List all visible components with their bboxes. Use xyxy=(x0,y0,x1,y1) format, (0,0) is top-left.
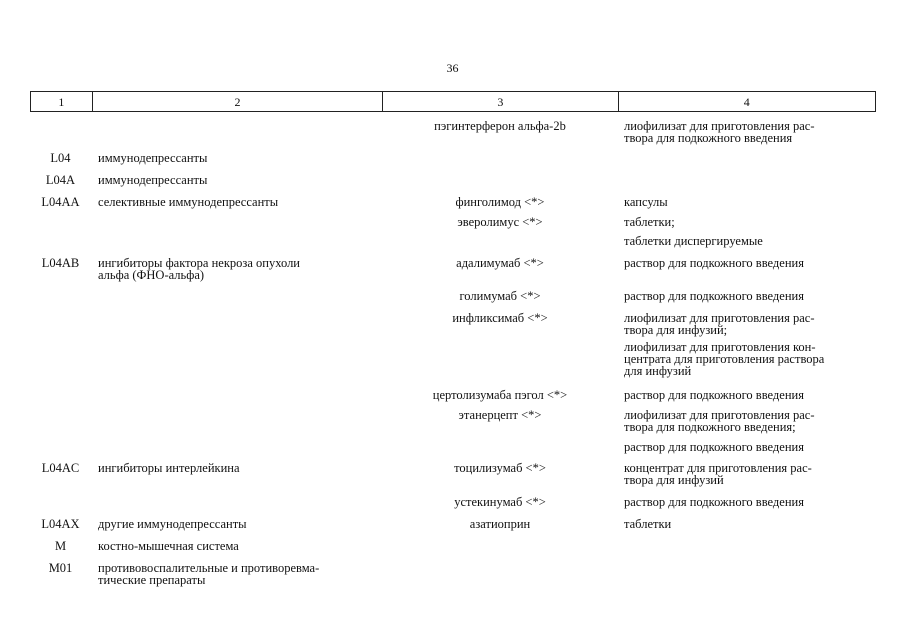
drug-name xyxy=(382,441,618,453)
anatomical-group xyxy=(91,290,382,302)
table-row xyxy=(30,441,876,453)
anatomical-group xyxy=(91,518,382,530)
atc-code xyxy=(30,120,91,144)
header-col-2: 2 xyxy=(92,92,382,111)
dosage-form xyxy=(618,196,876,208)
table-row xyxy=(30,389,876,401)
page-number: 36 xyxy=(446,61,459,75)
anatomical-group xyxy=(91,216,382,228)
form-line: твора для инфузий; xyxy=(624,323,728,337)
atc-code: M01 xyxy=(48,561,73,575)
dosage-form xyxy=(618,496,876,508)
dosage-form xyxy=(618,216,876,228)
form-line: лиофилизат для приготовления рас- xyxy=(624,119,815,133)
anatomical-group xyxy=(91,562,382,586)
atc-code: L04A xyxy=(45,173,76,187)
dosage-form xyxy=(618,257,876,281)
form-line: твора для инфузий xyxy=(624,473,724,487)
anatomical-group xyxy=(91,235,382,247)
drug-name: голимумаб <*> xyxy=(459,289,541,303)
drug-name xyxy=(382,174,618,186)
group-line: ингибиторы интерлейкина xyxy=(98,461,240,475)
drug-name: цертолизумаба пэгол <*> xyxy=(432,388,568,402)
dosage-form xyxy=(618,518,876,530)
atc-code xyxy=(30,290,91,302)
form-line: лиофилизат для приготовления рас- xyxy=(624,408,815,422)
table-row xyxy=(30,496,876,508)
drug-name: тоцилизумаб <*> xyxy=(454,461,546,475)
drug-name xyxy=(382,235,618,247)
header-col-3: 3 xyxy=(382,92,617,111)
drug-name: эверолимус <*> xyxy=(457,215,543,229)
table-row xyxy=(30,518,876,530)
header-col-4: 4 xyxy=(618,92,875,111)
anatomical-group xyxy=(91,441,382,453)
drug-table xyxy=(30,91,876,587)
group-line: иммунодепрессанты xyxy=(98,173,208,187)
anatomical-group xyxy=(91,540,382,552)
form-line: центрата для приготовления раствора xyxy=(624,352,825,366)
dosage-form xyxy=(618,389,876,401)
form-line: таблетки; xyxy=(624,215,675,229)
form-line: раствор для подкожного введения xyxy=(624,495,804,509)
anatomical-group xyxy=(91,341,382,377)
form-line: раствор для подкожного введения xyxy=(624,388,804,402)
anatomical-group xyxy=(91,312,382,336)
group-line: альфа (ФНО-альфа) xyxy=(98,268,205,282)
drug-name xyxy=(382,341,618,377)
form-line: раствор для подкожного введения xyxy=(624,289,804,303)
drug-name: финголимод <*> xyxy=(455,195,545,209)
dosage-form xyxy=(618,290,876,302)
dosage-form xyxy=(618,562,876,586)
drug-name xyxy=(382,152,618,164)
dosage-form xyxy=(618,441,876,453)
anatomical-group xyxy=(91,120,382,144)
form-line: таблетки xyxy=(624,517,672,531)
header-col-1: 1 xyxy=(58,94,65,109)
form-line: раствор для подкожного введения xyxy=(624,440,804,454)
drug-name xyxy=(382,562,618,586)
form-line: лиофилизат для приготовления кон- xyxy=(624,340,816,354)
table-row xyxy=(30,152,876,164)
atc-code: L04AX xyxy=(41,517,80,531)
form-line: для инфузий xyxy=(624,364,692,378)
group-line: противовоспалительные и противоревма- xyxy=(98,561,320,575)
dosage-form xyxy=(618,341,876,377)
group-line: тические препараты xyxy=(98,573,206,587)
form-line: твора для подкожного введения xyxy=(624,131,793,145)
form-line: твора для подкожного введения; xyxy=(624,420,796,434)
atc-code xyxy=(30,235,91,247)
drug-name xyxy=(382,540,618,552)
atc-code xyxy=(30,496,91,508)
group-line: селективные иммунодепрессанты xyxy=(98,195,279,209)
atc-code: L04AA xyxy=(41,195,80,209)
atc-code xyxy=(30,409,91,433)
table-row xyxy=(30,235,876,247)
table-row xyxy=(30,562,876,586)
atc-code xyxy=(30,441,91,453)
dosage-form xyxy=(618,152,876,164)
drug-name: этанерцепт <*> xyxy=(458,408,542,422)
atc-code: L04AB xyxy=(41,256,80,270)
table-row xyxy=(30,196,876,208)
dosage-form xyxy=(618,120,876,144)
table-row xyxy=(30,409,876,433)
table-row xyxy=(30,312,876,336)
dosage-form xyxy=(618,174,876,186)
anatomical-group xyxy=(91,496,382,508)
anatomical-group xyxy=(91,257,382,281)
anatomical-group xyxy=(91,409,382,433)
atc-code xyxy=(30,312,91,336)
table-row xyxy=(30,540,876,552)
drug-name: инфликсимаб <*> xyxy=(452,311,548,325)
atc-code: L04AC xyxy=(41,461,80,475)
dosage-form xyxy=(618,235,876,247)
form-line: таблетки диспергируемые xyxy=(624,234,763,248)
group-line: ингибиторы фактора некроза опухоли xyxy=(98,256,300,270)
atc-code xyxy=(30,216,91,228)
drug-name: азатиоприн xyxy=(469,517,531,531)
form-line: лиофилизат для приготовления рас- xyxy=(624,311,815,325)
form-line: раствор для подкожного введения xyxy=(624,256,804,270)
atc-code: L04 xyxy=(50,151,71,165)
group-line: иммунодепрессанты xyxy=(98,151,208,165)
anatomical-group xyxy=(91,462,382,486)
dosage-form xyxy=(618,312,876,336)
anatomical-group xyxy=(91,152,382,164)
dosage-form xyxy=(618,540,876,552)
anatomical-group xyxy=(91,196,382,208)
table-header xyxy=(30,91,876,112)
drug-name: устекинумаб <*> xyxy=(454,495,546,509)
anatomical-group xyxy=(91,389,382,401)
atc-code xyxy=(30,389,91,401)
anatomical-group xyxy=(91,174,382,186)
group-line: костно-мышечная система xyxy=(98,539,239,553)
drug-name: адалимумаб <*> xyxy=(456,256,544,270)
table-row xyxy=(30,257,876,281)
form-line: капсулы xyxy=(624,195,668,209)
atc-code xyxy=(30,341,91,377)
table-row xyxy=(30,290,876,302)
form-line: концентрат для приготовления рас- xyxy=(624,461,812,475)
table-row xyxy=(30,174,876,186)
table-row xyxy=(30,120,876,144)
dosage-form xyxy=(618,462,876,486)
table-row xyxy=(30,462,876,486)
dosage-form xyxy=(618,409,876,433)
table-row xyxy=(30,341,876,377)
atc-code: M xyxy=(54,539,67,553)
drug-name: пэгинтерферон альфа-2b xyxy=(434,119,566,133)
table-row xyxy=(30,216,876,228)
group-line: другие иммунодепрессанты xyxy=(98,517,247,531)
